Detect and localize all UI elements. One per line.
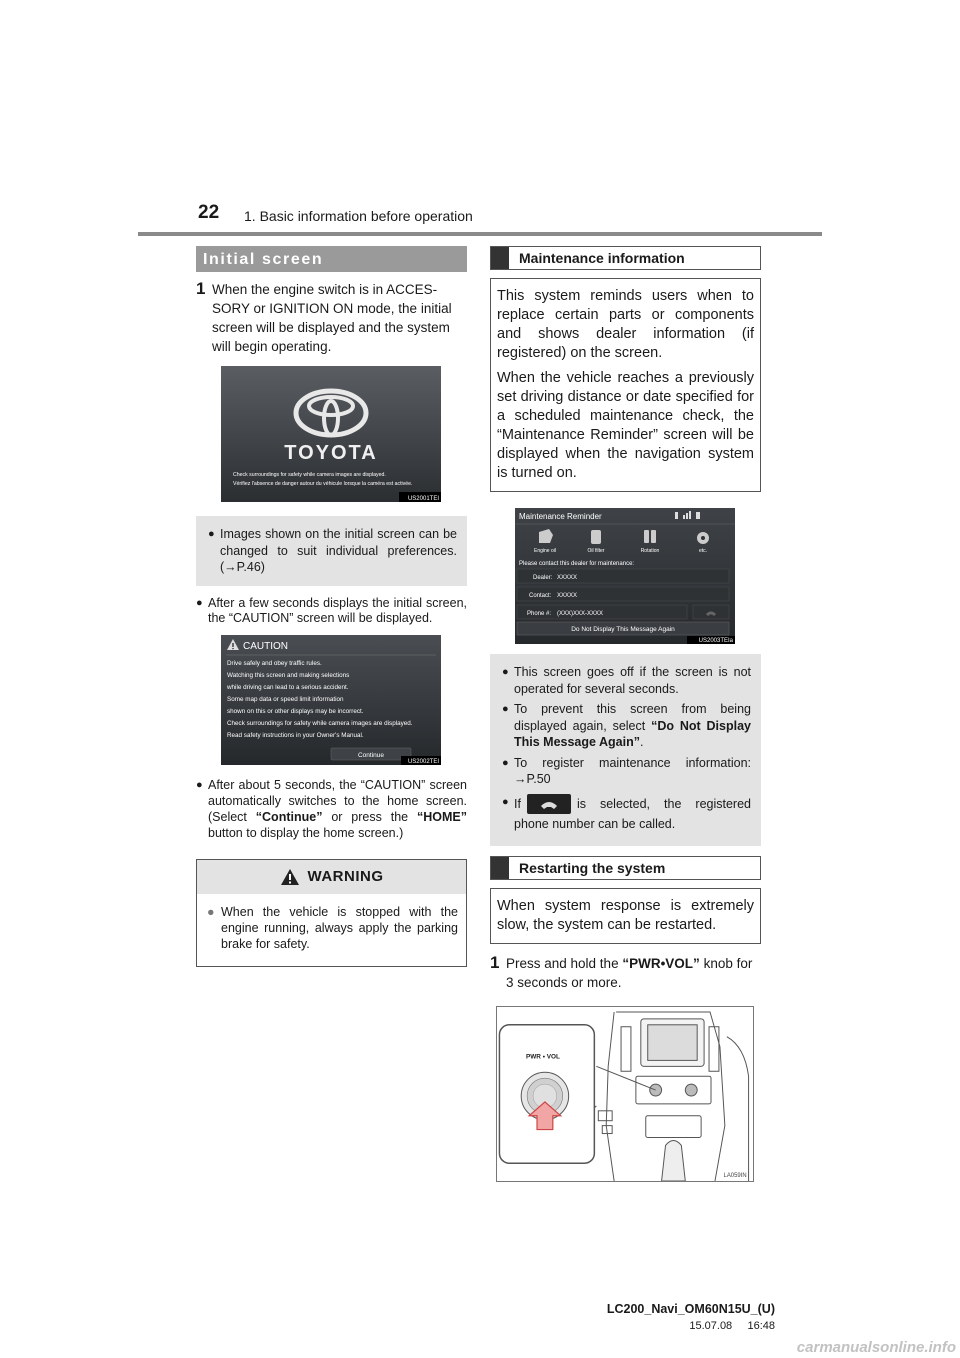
heading-marker: [491, 247, 509, 269]
dashboard-pwr-vol-illustration: [496, 1006, 754, 1182]
home-keyword: “HOME”: [417, 809, 467, 824]
pwr-vol-label: PWR • VOL: [525, 1053, 560, 1061]
phone-call-icon[interactable]: [693, 605, 729, 619]
dealer-label: Dealer:: [533, 575, 553, 581]
toyota-wordmark: TOYOTA: [284, 442, 378, 464]
phone-button-icon: [527, 794, 571, 814]
image-code: US2003TEIa: [698, 638, 733, 644]
dealer-value: XXXXX: [557, 575, 578, 581]
bullet-icon: ●: [502, 703, 509, 715]
left-column: [196, 246, 467, 967]
bullet-text-part: or press the: [322, 809, 417, 824]
warning-triangle-icon: [280, 868, 300, 886]
restart-paragraph: When system response is extremely slow, the system can be restarted.: [497, 898, 754, 934]
warning-header: [197, 860, 466, 894]
bullet-icon: ●: [208, 528, 215, 540]
icon-label: Rotation: [640, 548, 660, 554]
subsection-restarting-the-system: [490, 856, 761, 880]
restart-description: [490, 888, 761, 944]
note-text: This screen goes off if the screen is not operated for several seconds.: [514, 665, 751, 696]
right-column: [490, 246, 761, 1182]
image-code: US2001TEI: [407, 496, 439, 502]
caution-title: CAUTION: [243, 640, 288, 652]
step-1: [196, 280, 467, 356]
footer-timestamp: 15.07.08 16:48: [689, 1320, 775, 1332]
initial-screen-image: [221, 366, 441, 502]
pwr-vol-knob-inset: [499, 1025, 594, 1163]
bullet-icon: ●: [207, 904, 215, 919]
step-text-part: Press and hold the: [506, 956, 623, 972]
note-text: [514, 701, 751, 751]
caution-line: Drive safely and obey traffic rules.: [227, 659, 322, 667]
bullet-text-part: button to display the home screen.): [208, 825, 404, 840]
step-number: 1: [490, 953, 500, 973]
bullet-text-part: After about 5 seconds, the “CAUTION” screen automatically switches to the home screen. (Select: [208, 777, 467, 824]
warning-body: [197, 894, 466, 966]
screen1-caption-en: Check surroundings for safety while camera images are displayed.: [233, 472, 386, 478]
do-not-display-button-label: Do Not Display This Message Again: [571, 626, 675, 633]
note-text-part: To prevent this screen from being displayed again, select: [514, 702, 751, 733]
note-text-part: If: [514, 796, 521, 811]
step-number: 1: [196, 279, 206, 298]
icon-label: Engine oil: [534, 548, 556, 554]
heading-marker: [491, 857, 509, 879]
step-text-part: knob for 3 seconds or more.: [506, 956, 753, 991]
section-title-initial-screen: Initial screen: [196, 246, 467, 272]
oil-filter-icon[interactable]: [591, 530, 601, 544]
pwr-vol-keyword: “PWR•VOL”: [622, 956, 700, 972]
running-title: 1. Basic information before operation: [244, 208, 473, 224]
watermark: carmanualsonline.info: [796, 1339, 956, 1356]
caution-line: shown on this or other displays may be incorrect.: [227, 707, 364, 715]
subsection-maintenance-information: [490, 246, 761, 270]
continue-button-label: Continue: [357, 751, 385, 759]
illustration-code: LA059IN: [723, 1173, 747, 1180]
caution-line: Watching this screen and making selections: [227, 671, 350, 679]
bullet-icon: ●: [502, 795, 509, 808]
etc-gear-icon[interactable]: [697, 532, 709, 544]
caution-line: Check surroundings for safety while camera images are displayed.: [227, 719, 413, 727]
dealer-prompt: Please contact this dealer for maintenance:: [519, 561, 635, 567]
bullet-text: [208, 777, 467, 841]
header-rule: [138, 232, 822, 236]
bullet-icon: ●: [196, 596, 203, 609]
subsection-title: Maintenance information: [519, 250, 685, 266]
caution-screen-image: [221, 635, 441, 765]
warning-title: WARNING: [307, 868, 384, 885]
screen-title: Maintenance Reminder: [519, 512, 602, 521]
page-number: 22: [198, 202, 220, 223]
note-text: Images shown on the initial screen can be changed to suit individual preferences. (→P.46): [220, 527, 457, 574]
note-text: [514, 794, 751, 835]
bullet-icon: ●: [502, 756, 509, 769]
caution-line: Some map data or speed limit information: [227, 695, 344, 703]
icon-label: Oil filter: [587, 548, 605, 554]
bullet-caution-info: [196, 596, 467, 627]
caution-line: Read safety instructions in your Owner's Manual.: [227, 731, 364, 739]
maintenance-paragraph: When the vehicle reaches a previously set driving distance or date specified for a scheduled maintenance check, the “Maintenance Reminder” screen will be displayed when the navigation system is turned on.: [497, 370, 754, 481]
warning-box: [196, 859, 467, 967]
bullet-icon: ●: [196, 778, 203, 791]
contact-value: XXXXX: [557, 593, 578, 599]
maintenance-description: [490, 278, 761, 492]
note-maintenance: [490, 654, 761, 846]
contact-label: Contact:: [529, 593, 552, 599]
footer-document-id: LC200_Navi_OM60N15U_(U): [606, 1302, 775, 1316]
step-text: [500, 954, 761, 992]
note-text-part: .: [639, 735, 644, 749]
image-code: US2002TEI: [407, 758, 439, 765]
bullet-continue-info: [196, 777, 467, 841]
warning-text: When the vehicle is stopped with the engine running, always apply the parking brake for safety.: [221, 904, 458, 951]
step-text: When the engine switch is in ACCES-SORY or IGNITION ON mode, the initial screen will be displayed and the system will begin operating.: [212, 282, 452, 354]
bullet-icon: ●: [502, 666, 509, 678]
caution-line: while driving can lead to a serious accident.: [227, 683, 349, 691]
continue-keyword: “Continue”: [255, 809, 323, 824]
note-initial-screen: [196, 516, 467, 586]
maintenance-reminder-screen-image: [515, 508, 735, 644]
icon-label: etc.: [698, 548, 708, 554]
maintenance-paragraph: This system reminds users when to replace certain parts or components and shows dealer information (if registered) on the screen.: [497, 288, 754, 361]
bullet-text: After a few seconds displays the initial screen, the “CAUTION” screen will be displayed.: [208, 595, 467, 625]
phone-value: (XXX)XXX-XXXX: [557, 611, 604, 617]
do-not-display-keyword: “Do Not Display This Message Again”: [514, 718, 751, 749]
screen1-caption-fr: Vérifiez l'absence de danger autour du véhicule lorsque la caméra est activée.: [233, 481, 413, 487]
note-text-part: is selected, the registered phone number can be called.: [514, 796, 751, 832]
note-text: To register maintenance information: →P.50: [514, 755, 751, 786]
phone-label: Phone #:: [527, 611, 552, 617]
subsection-title: Restarting the system: [519, 860, 666, 877]
restart-step-1: [490, 954, 761, 992]
